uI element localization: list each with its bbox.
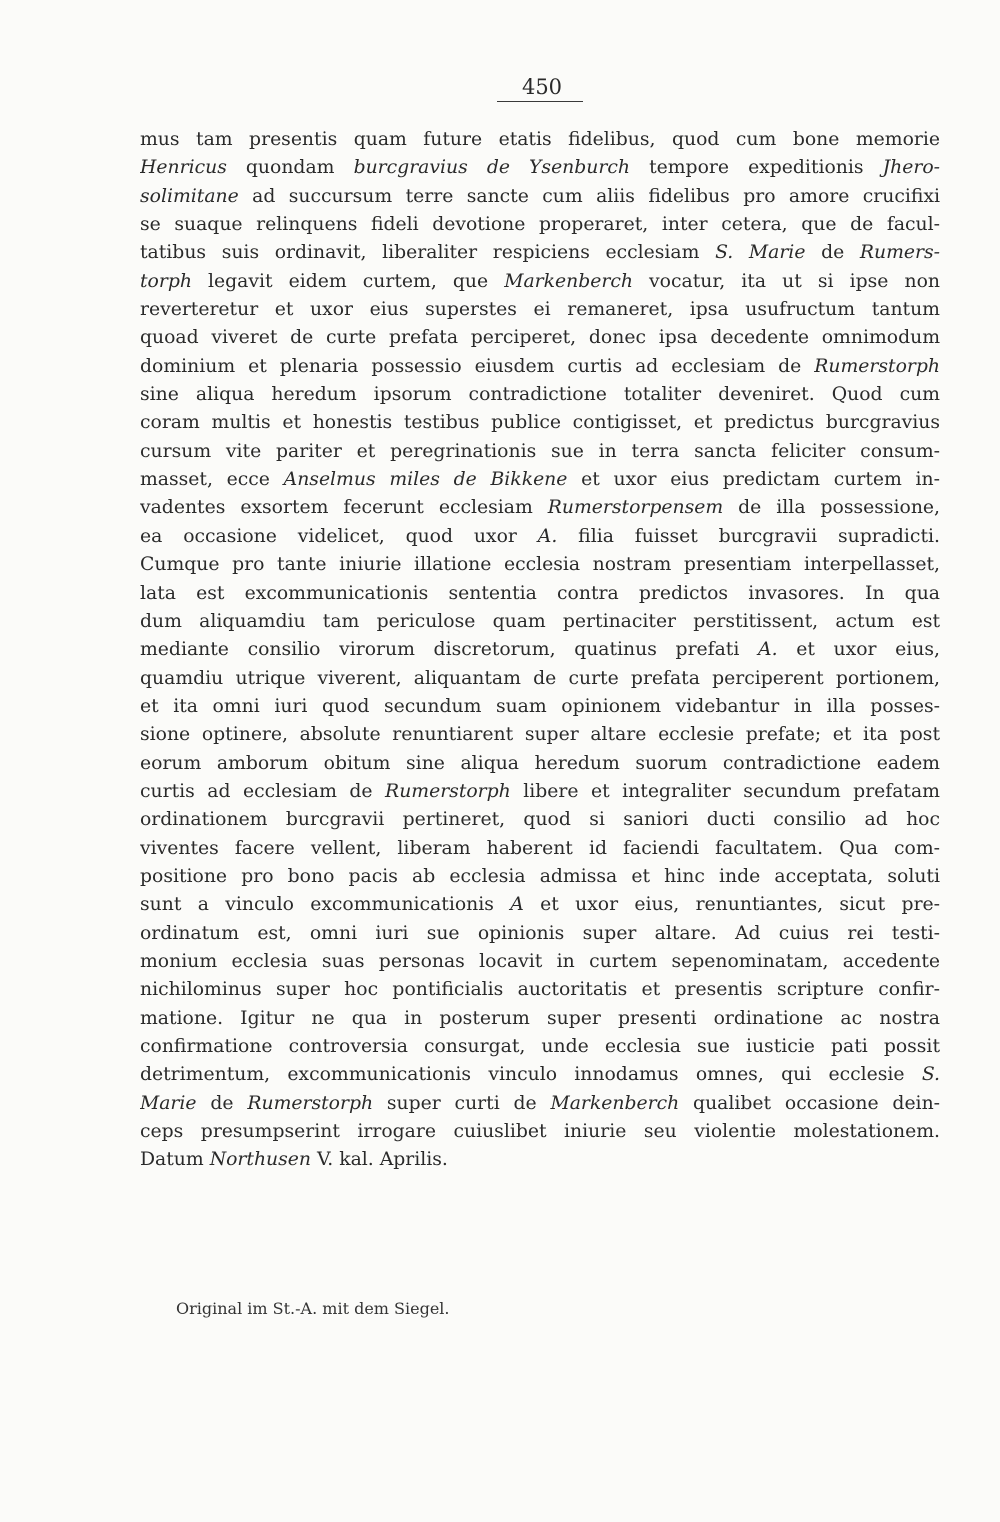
text-run: Cumque pro tante iniurie illatione ecclesia nostram presentiam interpellasset,	[140, 554, 940, 576]
text-line	[140, 183, 940, 211]
italic-name: Rumerstorph	[385, 780, 511, 802]
text-run: filia fuisset burcgravii supradicti.	[557, 525, 940, 547]
text-run: mediante consilio virorum discretorum, quatinus prefati	[140, 639, 759, 661]
text-run: quondam	[226, 157, 354, 179]
page-number: 450	[521, 75, 563, 99]
text-run: et uxor eius predictam curtem in-	[567, 469, 940, 491]
italic-name: solimitane	[140, 185, 239, 207]
text-line	[140, 268, 940, 296]
italic-name: Markenberch	[550, 1092, 680, 1114]
text-run: sunt a vinculo excommunicationis	[140, 894, 511, 916]
text-run: vadentes exsortem fecerunt ecclesiam	[140, 497, 548, 519]
text-line	[140, 126, 940, 154]
text-line	[140, 494, 940, 522]
text-run: Datum	[140, 1149, 210, 1171]
text-line	[140, 693, 940, 721]
text-line	[140, 608, 940, 636]
text-run: quoad viveret de curte prefata perciperet, donec ipsa decedente omnimodum	[140, 327, 940, 349]
text-run: dominium et plenaria possessio eiusdem curtis ad ecclesiam de	[140, 355, 815, 377]
text-run: de illa possessione,	[723, 497, 940, 519]
text-run: et ita omni iuri quod secundum suam opinionem videbantur in illa posses-	[140, 695, 940, 717]
italic-name: S. Marie	[715, 242, 806, 264]
text-line	[140, 211, 940, 239]
text-run: ordinatum est, omni iuri sue opinionis super altare. Ad cuius rei testi-	[140, 922, 940, 944]
page-number-rule	[497, 101, 583, 102]
italic-name: A	[510, 894, 524, 916]
italic-name: Rumerstorpensem	[547, 497, 724, 519]
text-line	[140, 665, 940, 693]
text-line	[140, 381, 940, 409]
italic-name: Henricus	[140, 157, 227, 179]
italic-name: torph	[140, 270, 192, 292]
text-run: masset, ecce	[140, 469, 284, 491]
text-run: monium ecclesia suas personas locavit in curtem sepenominatam, accedente	[140, 950, 940, 972]
text-line	[140, 1146, 940, 1174]
text-run: reverteretur et uxor eius superstes ei remaneret, ipsa usufructum tantum	[140, 299, 940, 321]
text-line	[140, 580, 940, 608]
text-run: sione optinere, absolute renuntiarent super altare ecclesie prefate; et ita post	[140, 724, 940, 746]
text-run: positione pro bono pacis ab ecclesia admissa et hinc inde acceptata, soluti	[140, 865, 940, 887]
body-text	[140, 126, 940, 1175]
text-run: et uxor eius, renuntiantes, sicut pre-	[523, 894, 940, 916]
text-run: legavit eidem curtem, que	[191, 270, 505, 292]
text-run: mus tam presentis quam future etatis fidelibus, quod cum bone memorie	[140, 129, 940, 150]
source-note: Original im St.-A. mit dem Siegel.	[176, 1299, 450, 1318]
text-run: et uxor eius,	[777, 639, 940, 661]
italic-name: Rumerstorph	[247, 1092, 374, 1114]
text-line	[140, 1033, 940, 1061]
text-run: super curti de	[373, 1092, 551, 1114]
italic-name: A.	[758, 639, 778, 661]
text-line	[140, 438, 940, 466]
text-run: viventes facere vellent, liberam haberent id faciendi facultatem. Qua com-	[140, 837, 940, 859]
text-line	[140, 296, 940, 324]
italic-name: A.	[537, 525, 558, 547]
text-run: nichilominus super hoc pontificialis auctoritatis et presentis scripture confir-	[140, 979, 940, 1001]
text-run: tempore expeditionis	[630, 157, 883, 179]
text-line	[140, 523, 940, 551]
text-run: curtis ad ecclesiam de	[140, 780, 386, 802]
italic-name: Marie	[140, 1092, 197, 1114]
text-line	[140, 1118, 940, 1146]
text-line	[140, 353, 940, 381]
text-line	[140, 1090, 940, 1118]
text-line	[140, 466, 940, 494]
text-line	[140, 948, 940, 976]
text-line	[140, 409, 940, 437]
italic-name: Anselmus miles de Bikkene	[283, 469, 568, 491]
text-run: sine aliqua heredum ipsorum contradictione totaliter deveniret. Quod cum	[140, 384, 940, 406]
italic-name: S.	[921, 1064, 940, 1086]
text-run: quamdiu utrique viverent, aliquantam de curte prefata perciperent portionem,	[140, 667, 940, 689]
italic-name: Markenberch	[504, 270, 633, 292]
text-line	[140, 239, 940, 267]
text-run: libere et integraliter secundum prefatam	[510, 780, 940, 802]
text-line	[140, 920, 940, 948]
text-line	[140, 891, 940, 919]
text-line	[140, 551, 940, 579]
text-run: dum aliquamdiu tam periculose quam pertinaciter perstitissent, actum est	[140, 610, 940, 632]
text-run: de	[196, 1092, 248, 1114]
text-run: vocatur, ita ut si ipse non	[632, 270, 940, 292]
text-run: ordinationem burcgravii pertineret, quod si saniori ducti consilio ad hoc	[140, 809, 940, 831]
text-run: ceps presumpserint irrogare cuiuslibet iniurie seu violentie molestationem.	[140, 1121, 940, 1143]
text-line	[140, 154, 940, 182]
text-run: V. kal. Aprilis.	[311, 1149, 448, 1171]
text-run: ad succursum terre sancte cum aliis fidelibus pro amore crucifixi	[238, 185, 940, 207]
text-run: eorum amborum obitum sine aliqua heredum suorum contradictione eadem	[140, 752, 940, 774]
text-run: detrimentum, excommunicationis vinculo innodamus omnes, qui ecclesie	[140, 1064, 922, 1086]
text-run: lata est excommunicationis sententia contra predictos invasores. In qua	[140, 582, 940, 604]
italic-name: Rumers-	[859, 242, 940, 264]
text-run: de	[805, 242, 860, 264]
text-run: qualibet occasione dein-	[679, 1092, 940, 1114]
text-run: confirmatione controversia consurgat, unde ecclesia sue iusticie pati possit	[140, 1036, 940, 1057]
text-line	[140, 806, 940, 834]
text-line	[140, 1061, 940, 1089]
text-line	[140, 324, 940, 352]
text-line	[140, 835, 940, 863]
italic-name: Jhero-	[882, 157, 940, 179]
text-run: matione. Igitur ne qua in posterum super presenti ordinatione ac nostra	[140, 1007, 940, 1029]
text-line	[140, 976, 940, 1004]
text-line	[140, 750, 940, 778]
italic-name: burcgravius de Ysenburch	[353, 157, 630, 179]
text-run: coram multis et honestis testibus publice contigisset, et predictus burcgravius	[140, 412, 940, 434]
text-run: tatibus suis ordinavit, liberaliter respiciens ecclesiam	[140, 242, 716, 264]
text-line	[140, 778, 940, 806]
text-line	[140, 1005, 940, 1033]
text-run: se suaque relinquens fideli devotione properaret, inter cetera, que de facul-	[140, 214, 940, 236]
italic-name: Northusen	[209, 1149, 311, 1171]
text-run: ea occasione videlicet, quod uxor	[140, 525, 538, 547]
text-line	[140, 863, 940, 891]
text-line	[140, 636, 940, 664]
italic-name: Rumerstorph	[814, 355, 940, 377]
text-run: cursum vite pariter et peregrinationis sue in terra sancta feliciter consum-	[140, 440, 940, 462]
text-line	[140, 721, 940, 749]
